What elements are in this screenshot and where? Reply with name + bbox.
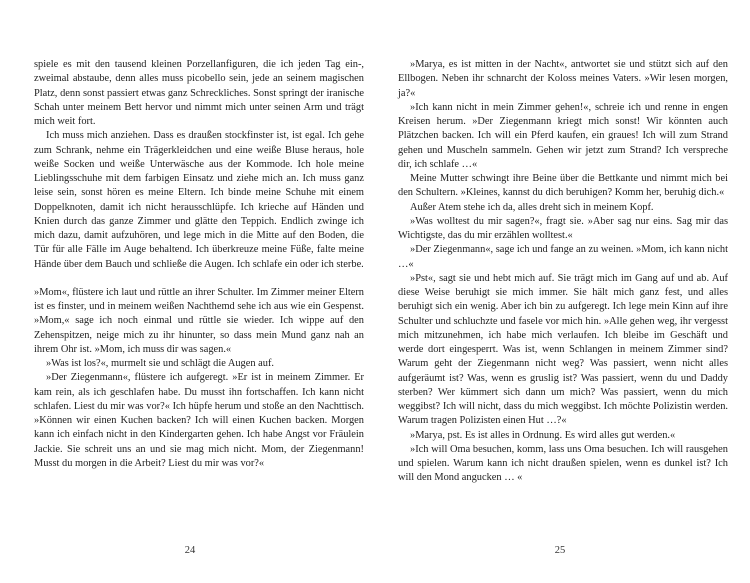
paragraph: spiele es mit den tausend kleinen Porzellanfiguren, die ich jeden Tag ein-, zweimal abstaube, denn alles muss picobello sein, jede an seinem magischen Platz, denn sonst passiert etwas ganz Schreckliches. Sonst springt der iranische Schah unter meinem Bett hervor und nimmt mich unter seinen Arm und trägt mich weit fort. xyxy=(34,59,364,127)
paragraph: Außer Atem stehe ich da, alles dreht sich in meinem Kopf. xyxy=(410,201,654,213)
paragraph: Ich muss mich anziehen. Dass es draußen stockfinster ist, ist egal. Ich gehe zum Schrank, nehme ein Trägerkleidchen und eine weiße Bluse heraus, hole weiße Socken und weiße Unterwäsche aus der Kommode. Ich hole meine Lieblingsschuhe mit dem farbigen Einsatz und ziehe mich an. Ich muss ganz leise sein, sonst hören es meine Eltern. Ich binde meine Schuhe mit einem Doppelknoten, damit ich nicht herausschlüpfe. Ich krieche auf Händen und Knien durch das ganze Zimmer und glätte den Teppich. Endlich zwinge ich mich dazu, damit aufzuhören, und lege mich in die Mitte auf den Boden, die Tür für alle Fälle im Auge behaltend. Ich überkreuze meine Füße, falte meine Hände über dem Bauch und schließe die Augen. Ich schlafe ein oder ich sterbe. xyxy=(34,130,364,270)
paragraph: »Mom«, flüstere ich laut und rüttle an ihrer Schulter. Im Zimmer meiner Eltern ist es finster, und in meinem weißen Nachthemd sehe ich aus wie ein Gespenst. »Mom,« sage ich noch einmal und rüttle sie wieder. Ich wippe auf den Zehenspitzen, neige mich zu ihr hinunter, so dass mein Mund ganz nah an ihrem Ohr ist. »Mom, ich muss dir was sagen.« xyxy=(34,286,364,355)
paragraph: »Was ist los?«, murmelt sie und schlägt die Augen auf. xyxy=(46,358,275,369)
left-page xyxy=(34,58,364,471)
paragraph: »Ich will Oma besuchen, komm, lass uns Oma besuchen. Ich will rausgehen und spielen. Warum kann ich nicht draußen spielen, wenn es dunkel ist? Ich will den Mond angucken … « xyxy=(398,443,728,484)
paragraph: »Marya, es ist mitten in der Nacht«, antwortet sie und stützt sich auf den Ellbogen. Neben ihr schnarcht der Koloss meines Vaters. »Wir lesen morgen, ja?« xyxy=(398,59,728,99)
paragraph: Meine Mutter schwingt ihre Beine über die Bettkante und nimmt mich bei den Schultern. »Kleines, kannst du dich beruhigen? Komm her, beruhig dich.« xyxy=(398,173,728,199)
paragraph: »Was wolltest du mir sagen?«, fragt sie. »Aber sag nur eins. Sag mir das Wichtigste, das du mir erzählen wolltest.« xyxy=(398,215,728,241)
paragraph: »Der Ziegenmann«, sage ich und fange an zu weinen. »Mom, ich kann nicht …« xyxy=(398,244,728,270)
paragraph: »Pst«, sagt sie und hebt mich auf. Sie trägt mich im Gang auf und ab. Auf diese Weise beruhigt sie mich immer. Sie hält mich ganz fest, und alles beruhigt sich ein wenig. Aber ich bin zu aufgeregt. Ich lege mein Kinn auf ihre Schulter und schluchzte und fasele vor mich hin. »Alle gehen weg, ihr vergesst mich mitzunehmen, ich habe mich verlaufen. Ich bleibe im Geschäft und werde dort eingesperrt. Was ist, wenn Schlangen in meinem Zimmer sind? Warum geht der Ziegenmann nicht weg? Was passiert, wenn nicht alles aufgeräumt ist? Was, wenn es gruslig ist? Was passiert, wenn du und Daddy sterben? Wer kümmert sich dann um mich? Was passiert, wenn du mich weggibst? Ich will nicht, dass du mich weggibst. Ich möchte Polizistin werden. Warum tragen Polizisten einen Hut …?« xyxy=(398,272,728,427)
page-number-right: 25 xyxy=(554,545,566,556)
paragraph: »Ich kann nicht in mein Zimmer gehen!«, schreie ich und renne in engen Kreisen herum. »Der Ziegenmann kriegt mich sonst! Wir könnten auch Plätzchen backen. Ich will ein Pferd kaufen, ein graues! Ich will zum Strand gehen und Muscheln sammeln. Gehen wir jetzt zum Strand? Ich verspreche dir, ich schlafe …« xyxy=(398,101,728,170)
paragraph: »Der Ziegenmann«, flüstere ich aufgeregt. »Er ist in meinem Zimmer. Er kam rein, als ich geschlafen habe. Du musst ihn fortschaffen. Ich kann nicht schlafen. Liest du mir was vor?« Ich hüpfe herum und stoße an den Nachttisch. »Können wir einen Kuchen backen? Ich will einen Kuchen backen. Morgen kann ich einfach nicht in den Kindergarten gehen. Ich habe Angst vor Fräulein Jackie. Sie schreit uns an und sie mag mich nicht. Mom, der Ziegenmann! Musst du morgen in die Arbeit? Liest du mir was vor?« xyxy=(34,372,364,469)
page-number-left: 24 xyxy=(184,545,196,556)
right-page xyxy=(398,58,728,486)
paragraph: »Marya, pst. Es ist alles in Ordnung. Es wird alles gut werden.« xyxy=(410,429,676,441)
